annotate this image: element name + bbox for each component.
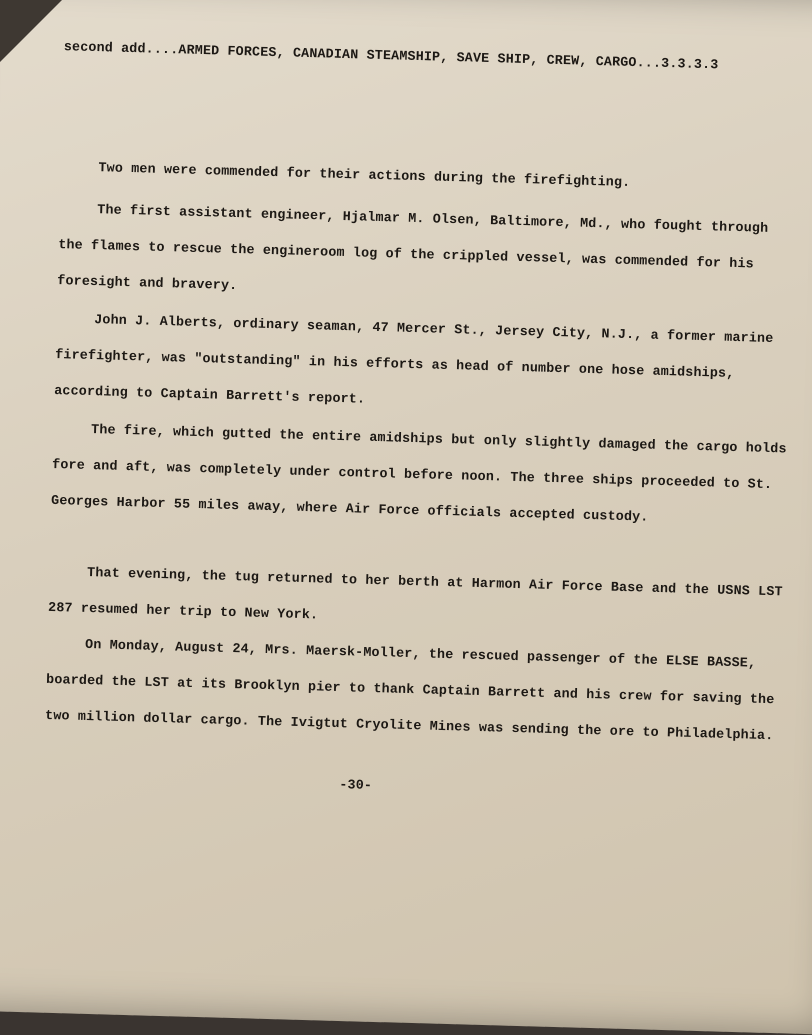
- paragraph: John J. Alberts, ordinary seaman, 47 Mercer St., Jersey City, N.J., a former marine firefighter, was "outstanding" in his efforts as head of number one hose amidships, according to Captain Barrett's report.: [53, 313, 774, 408]
- paragraph: On Monday, August 24, Mrs. Maersk-Moller, the rescued passenger of the ELSE BASSE, boarded the LST at its Brooklyn pier to thank Captain Barrett and his crew for saving the two million dollar cargo. The Ivigtut Cryolite Mines was sending the ore to Philadelphia.: [44, 637, 775, 745]
- paragraph: That evening, the tug returned to her berth at Harmon Air Force Base and the USNS LST 287 resumed her trip to New York.: [47, 565, 783, 624]
- paragraph: The first assistant engineer, Hjalmar M. Olsen, Baltimore, Md., who fought through the flames to rescue the engineroom log of the crippled vessel, was commended for his foresight and bravery.: [57, 203, 769, 295]
- paragraph: Two men were commended for their actions during the firefighting.: [98, 161, 631, 191]
- slug-header: second add....ARMED FORCES, CANADIAN STEAMSHIP, SAVE SHIP, CREW, CARGO...3.3.3.3: [63, 40, 719, 74]
- page-number: -30-: [339, 778, 373, 795]
- paragraph: The fire, which gutted the entire amidships but only slightly damaged the cargo holds fore and aft, was completely under control before noon. The three ships proceeded to St. Georges Harbor 55 miles away, where Air Force officials accepted custody.: [50, 423, 787, 526]
